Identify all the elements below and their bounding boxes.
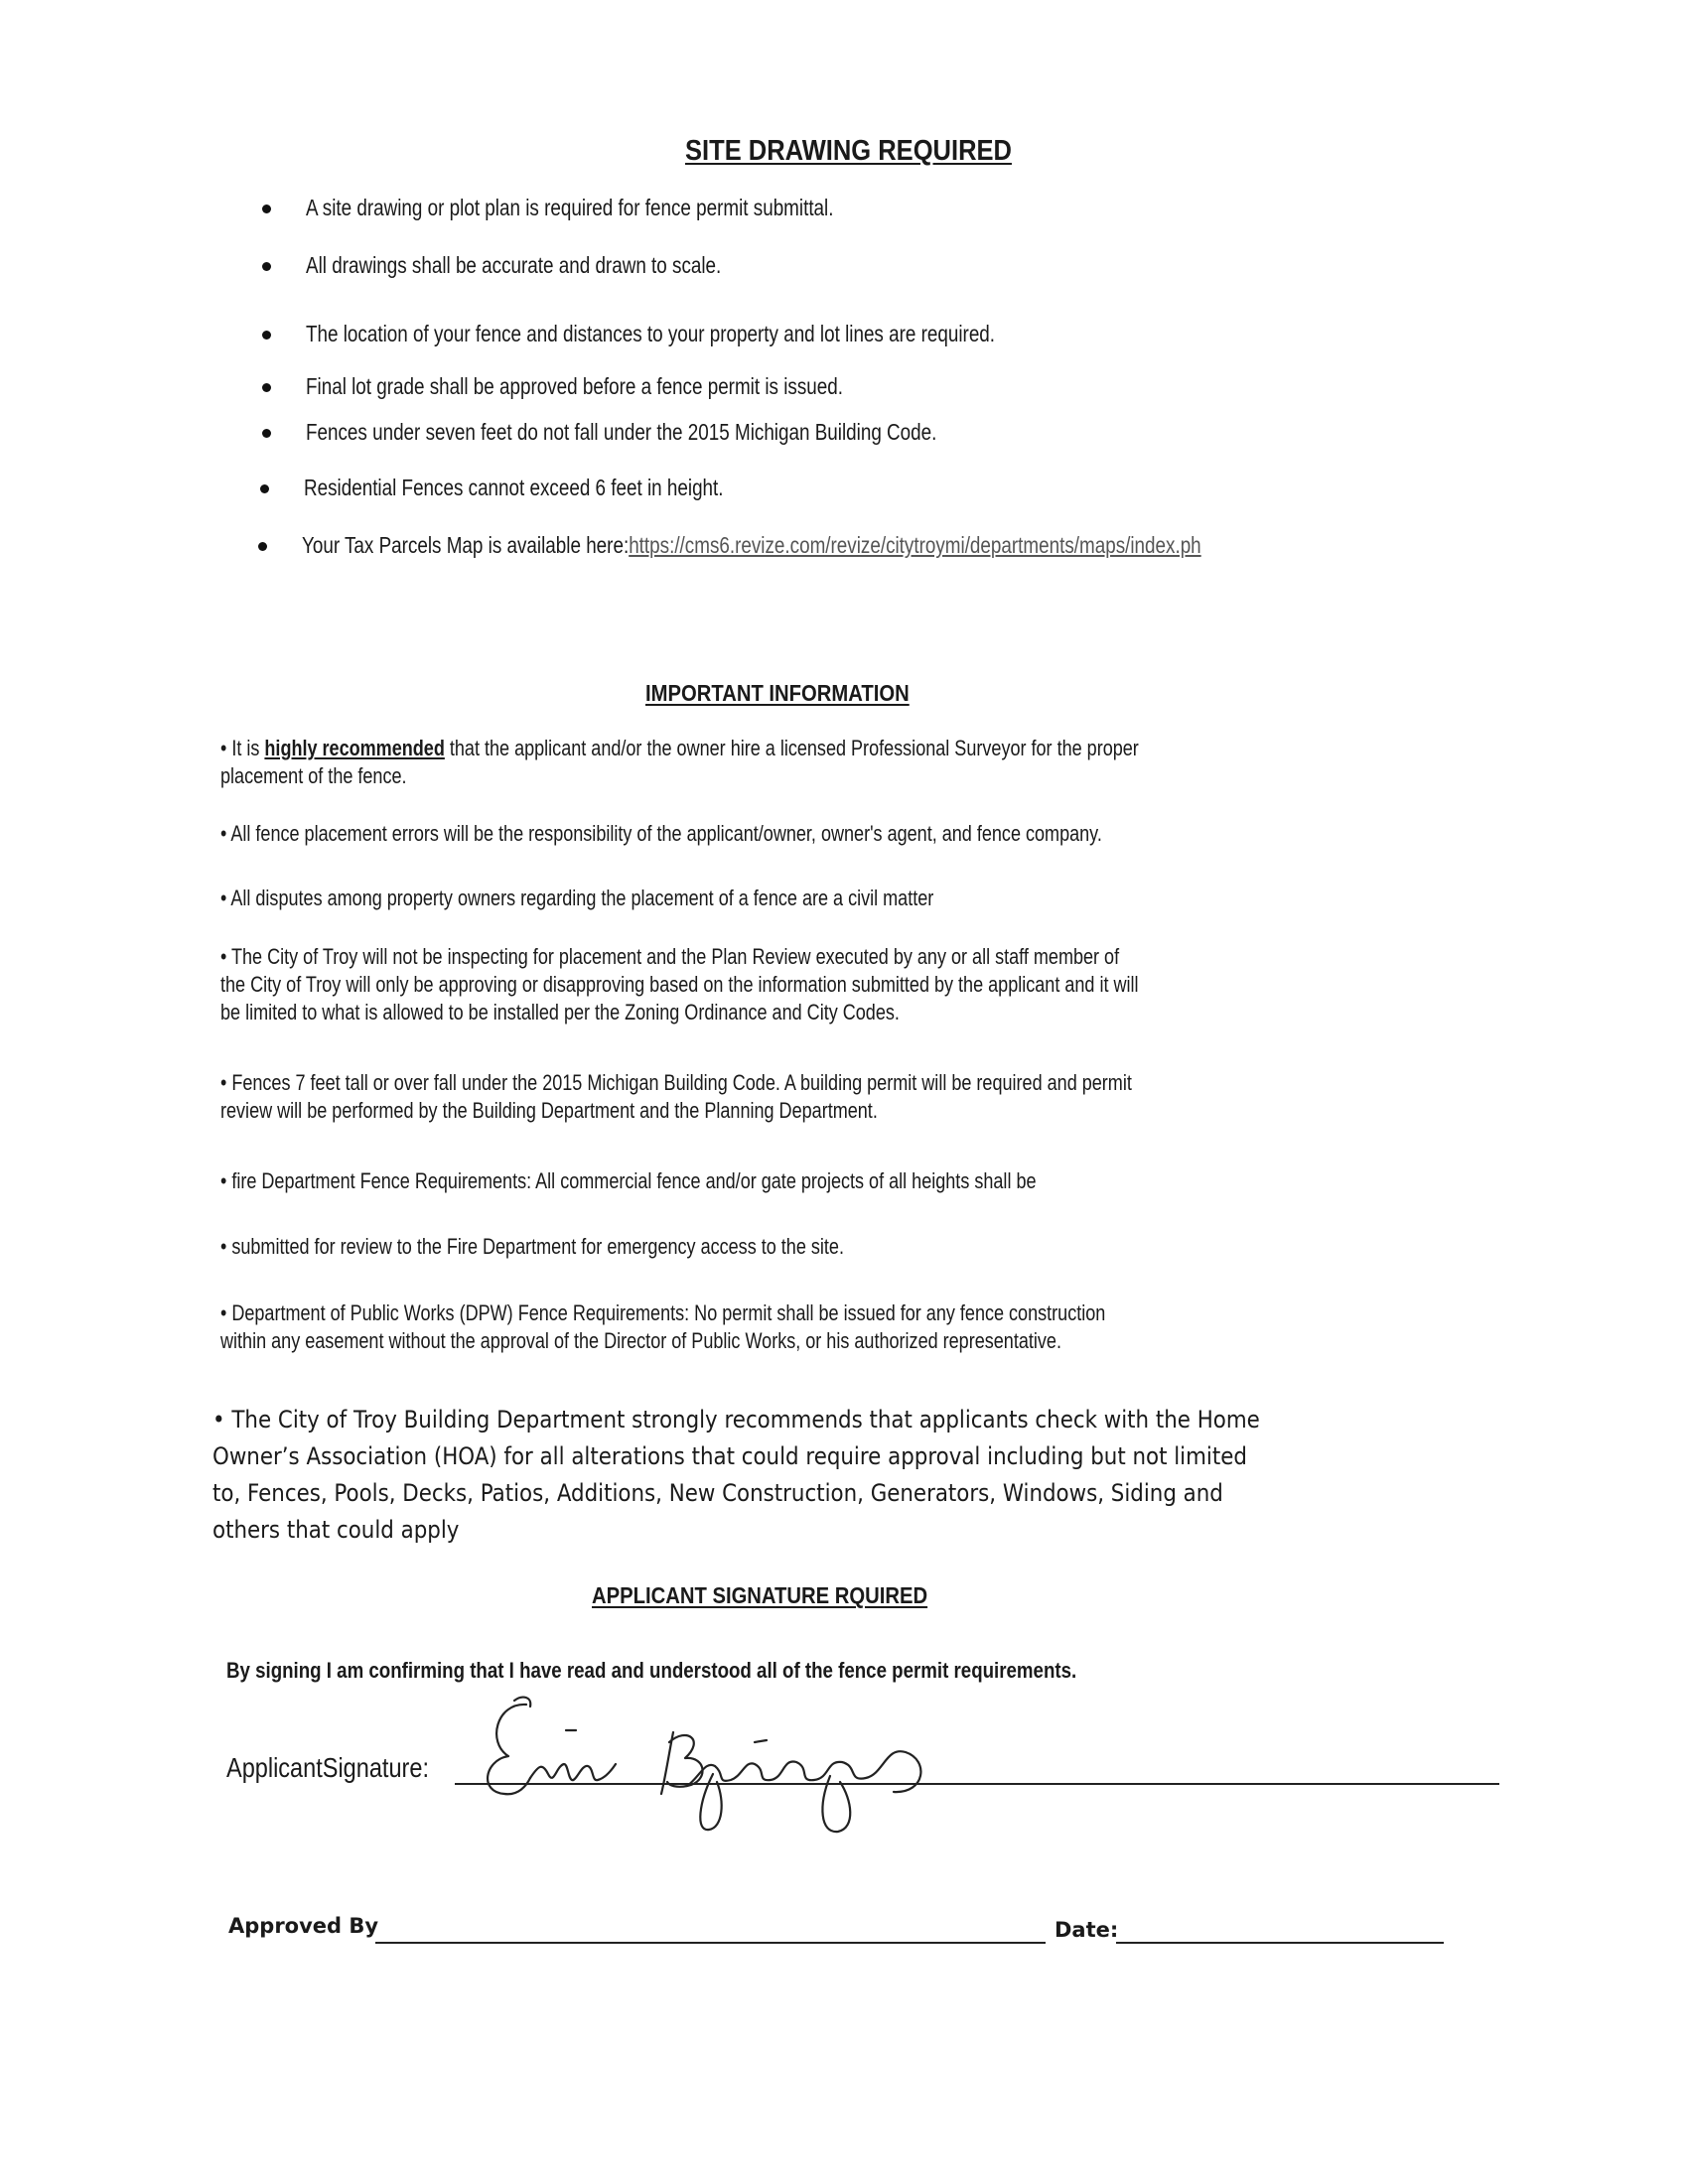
info-paragraph: • All fence placement errors will be the responsibility of the applicant/owner, owner's agent, and fence company. bbox=[220, 821, 1102, 846]
handwritten-signature bbox=[457, 1683, 973, 1851]
bullet-icon bbox=[260, 484, 269, 493]
bullet-icon bbox=[262, 383, 271, 392]
tax-parcels-link[interactable]: https://cms6.revize.com/revize/citytroymi/departments/maps/index.ph bbox=[629, 532, 1201, 558]
important-info-title: IMPORTANT INFORMATION bbox=[645, 680, 910, 706]
list-item-text: Residential Fences cannot exceed 6 feet in height. bbox=[304, 475, 724, 500]
approved-by-line[interactable] bbox=[375, 1942, 1046, 1944]
info-paragraph: • Department of Public Works (DPW) Fence Requirements: No permit shall be issued for any fence construction within any easement without the approval of the Director of Public Works, or his authorized representative. bbox=[220, 1300, 1106, 1353]
info-paragraph: • fire Department Fence Requirements: All commercial fence and/or gate projects of all heights shall be bbox=[220, 1168, 1037, 1193]
bullet-icon bbox=[262, 205, 271, 213]
info-paragraph: • All disputes among property owners regarding the placement of a fence are a civil matter bbox=[220, 886, 934, 910]
info-text: that the applicant and/or the owner hire a licensed Professional Surveyor for the proper placement of the fence. bbox=[220, 736, 1139, 788]
signature-title: APPLICANT SIGNATURE RQUIRED bbox=[592, 1582, 928, 1608]
site-drawing-title: SITE DRAWING REQUIRED bbox=[685, 135, 1012, 167]
confirmation-statement: By signing I am confirming that I have read and understood all of the fence permit requirements. bbox=[226, 1658, 1077, 1683]
list-item-text: A site drawing or plot plan is required for fence permit submittal. bbox=[306, 195, 834, 220]
emphasis-text: highly recommended bbox=[264, 736, 445, 760]
approved-by-label: Approved By bbox=[228, 1914, 379, 1938]
applicant-signature-label: ApplicantSignature: bbox=[226, 1752, 429, 1783]
info-paragraph bbox=[220, 735, 1145, 790]
tax-parcels-label: Your Tax Parcels Map is available here: bbox=[302, 532, 630, 558]
list-item-text: All drawings shall be accurate and drawn to scale. bbox=[306, 252, 722, 278]
bullet-icon bbox=[258, 542, 267, 551]
list-item-text bbox=[302, 532, 1201, 559]
list-item-text: Final lot grade shall be approved before a fence permit is issued. bbox=[306, 373, 843, 399]
info-paragraph: • submitted for review to the Fire Department for emergency access to the site. bbox=[220, 1234, 844, 1259]
bullet-icon bbox=[262, 429, 271, 438]
info-paragraph: • The City of Troy will not be inspecting for placement and the Plan Review executed by any or all staff member of the City of Troy will only be approving or disapproving based on the information submitted by the applicant and it will be limited to what is allowed to be installed per the Zoning Ordinance and City Codes. bbox=[220, 944, 1139, 1024]
hoa-recommendation: • The City of Troy Building Department strongly recommends that applicants check with the Home Owner’s Association (HOA) for all alterations that could require approval including but not limited to, Fences, Pools, Decks, Patios, Additions, New Construction, Generators, Windows, Siding and others that could apply bbox=[212, 1406, 1260, 1544]
bullet-icon bbox=[262, 262, 271, 271]
info-paragraph: • Fences 7 feet tall or over fall under the 2015 Michigan Building Code. A building permit will be required and permit review will be performed by the Building Department and the Planning Department. bbox=[220, 1070, 1132, 1123]
list-item-text: Fences under seven feet do not fall under the 2015 Michigan Building Code. bbox=[306, 419, 937, 445]
info-text: • It is bbox=[220, 736, 265, 760]
date-line[interactable] bbox=[1116, 1942, 1444, 1944]
date-label: Date: bbox=[1055, 1918, 1119, 1942]
list-item-text: The location of your fence and distances to your property and lot lines are required. bbox=[306, 321, 996, 346]
bullet-icon bbox=[262, 331, 271, 340]
